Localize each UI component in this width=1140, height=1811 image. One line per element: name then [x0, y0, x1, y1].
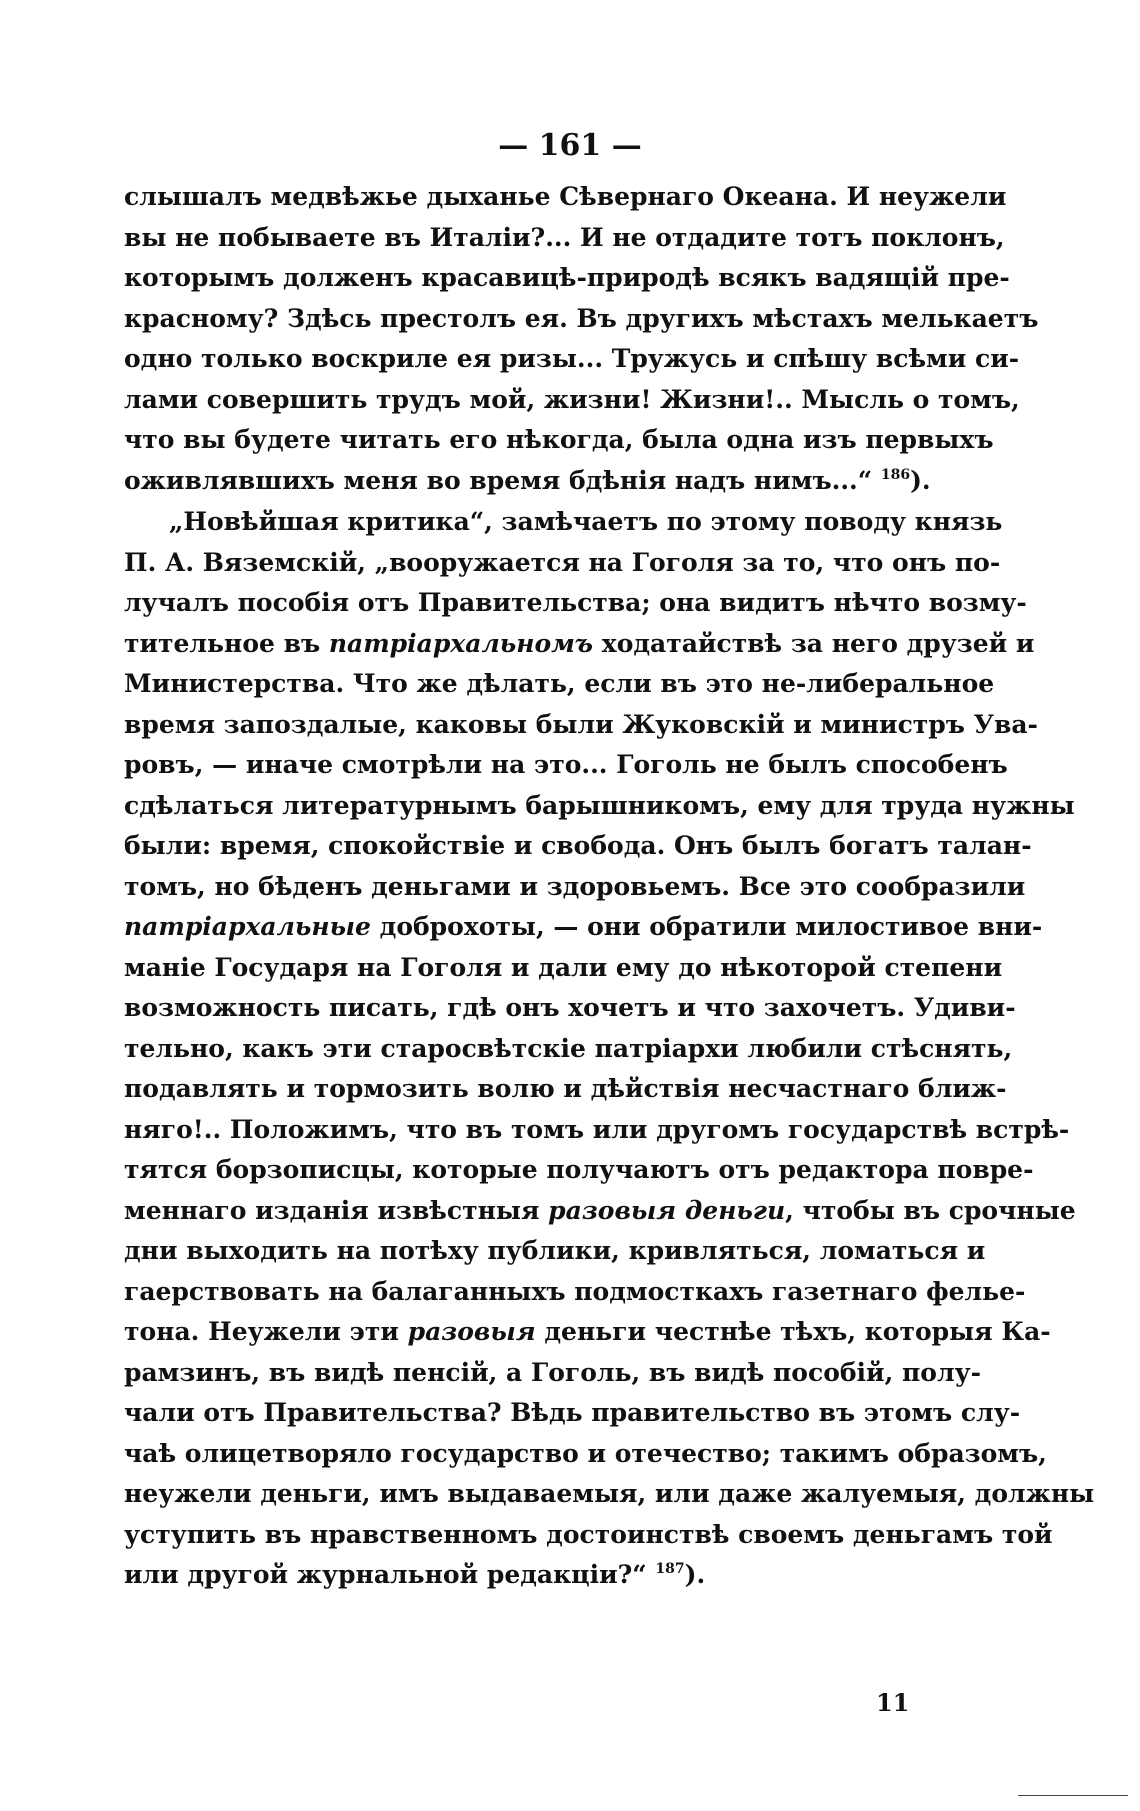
line-text: или другой журнальной редакціи?“: [124, 1560, 647, 1589]
text-line: лами совершить трудъ мой, жизни! Жизни!.. Мысль о томъ,: [124, 384, 1020, 414]
text-line: чали отъ Правительства? Вѣдь правительство въ этомъ слу-: [124, 1398, 1021, 1427]
line-text-end: ).: [684, 1560, 706, 1589]
page-edge-rule: [1018, 1795, 1128, 1796]
line-text-end: ).: [910, 465, 931, 495]
footnote-ref: 186: [880, 466, 911, 483]
text-line: красному? Здѣсь престолъ ея. Въ другихъ мѣстахъ мелькаетъ: [124, 303, 1039, 333]
signature-mark: 11: [876, 1688, 910, 1717]
text-line: [124, 907, 1043, 948]
text-line: [124, 1312, 1051, 1353]
italic-phrase: разовыя деньги: [548, 1195, 786, 1225]
paragraph-1: [124, 177, 1039, 501]
text-line: вы не побываете въ Италіи?... И не отдадите тотъ поклонъ,: [124, 222, 1005, 252]
line-text: оживлявшихъ меня во время бдѣнія надъ нимъ...“: [124, 465, 873, 495]
italic-phrase: патріархальные: [124, 912, 371, 941]
text-line: одно только воскриле ея ризы... Тружусь и спѣшу всѣми си-: [124, 344, 1020, 373]
text-line: маніе Государя на Гоголя и дали ему до нѣкоторой степени: [124, 952, 1003, 982]
text-line: няго!.. Положимъ, что въ томъ или другомъ государствѣ встрѣ-: [124, 1114, 1070, 1144]
text-line: что вы будете читать его нѣкогда, была одна изъ первыхъ: [124, 425, 994, 454]
text-line: Министерства. Что же дѣлать, если въ это не-либеральное: [124, 669, 995, 698]
text-line: чаѣ олицетворяло государство и отечество; такимъ образомъ,: [124, 1438, 1047, 1468]
text-line: тельно, какъ эти старосвѣтскіе патріархи любили стѣснять,: [124, 1033, 1013, 1063]
page-number: — 161 —: [498, 128, 642, 163]
line-text: меннаго изданія извѣстныя: [124, 1195, 549, 1225]
italic-phrase: патріархальномъ: [328, 628, 594, 658]
text-line: уступить въ нравственномъ достоинствѣ своемъ деньгамъ той: [124, 1519, 1053, 1549]
text-line: время запоздалые, каковы были Жуковскій и министръ Ува-: [124, 709, 1038, 739]
text-line: тятся борзописцы, которые получаютъ отъ редактора повре-: [124, 1155, 1034, 1184]
text-line: возможность писать, гдѣ онъ хочетъ и что захочетъ. Удиви-: [124, 993, 1016, 1022]
line-text: тительное въ: [124, 628, 329, 658]
text-line: гаерствовать на балаганныхъ подмосткахъ газетнаго фелье-: [124, 1276, 1026, 1306]
text-line: рамзинъ, въ видѣ пенсій, а Гоголь, въ видѣ пособій, полу-: [124, 1357, 981, 1387]
text-line: „Новѣйшая критика“, замѣчаетъ по этому поводу князь: [169, 507, 1003, 536]
text-line: томъ, но бѣденъ деньгами и здоровьемъ. Все это сообразили: [124, 871, 1026, 901]
text-line: подавлять и тормозить волю и дѣйствія несчастнаго ближ-: [124, 1074, 1007, 1103]
text-line: были: время, спокойствіе и свобода. Онъ былъ богатъ талан-: [124, 831, 1032, 860]
line-text: доброхоты, — они обратили милостивое вни-: [370, 912, 1043, 941]
text-line: П. А. Вяземскій, „вооружается на Гоголя за то, что онъ по-: [124, 547, 1001, 577]
line-text: ходатайствѣ за него друзей и: [593, 628, 1035, 658]
italic-phrase: разовыя: [407, 1317, 536, 1346]
text-line: [124, 1191, 1076, 1232]
text-line: лучалъ пособія отъ Правительства; она видитъ нѣчто возму-: [124, 588, 1027, 617]
text-line: [124, 624, 1035, 665]
text-line: ровъ, — иначе смотрѣли на это... Гоголь не былъ способенъ: [124, 750, 1008, 779]
line-text: тона. Неужели эти: [124, 1317, 408, 1346]
footnote-ref: 187: [655, 1561, 685, 1577]
line-text: деньги честнѣе тѣхъ, которыя Ка-: [535, 1317, 1051, 1346]
text-line: которымъ долженъ красавицѣ-природѣ всякъ вадящій пре-: [124, 263, 1010, 292]
text-line: сдѣлаться литературнымъ барышникомъ, ему для труда нужны: [124, 790, 1075, 820]
text-line: дни выходить на потѣху публики, кривляться, ломаться и: [124, 1236, 986, 1265]
paragraph-2: [124, 502, 1095, 1596]
text-line: неужели деньги, имъ выдаваемыя, или даже жалуемыя, должны: [124, 1479, 1095, 1508]
text-line: [124, 1555, 969, 1596]
line-text: , чтобы въ срочные: [785, 1195, 1076, 1225]
text-line: [124, 461, 969, 502]
text-line: слышалъ медвѣжье дыханье Сѣвернаго Океана. И неужели: [124, 182, 1007, 211]
